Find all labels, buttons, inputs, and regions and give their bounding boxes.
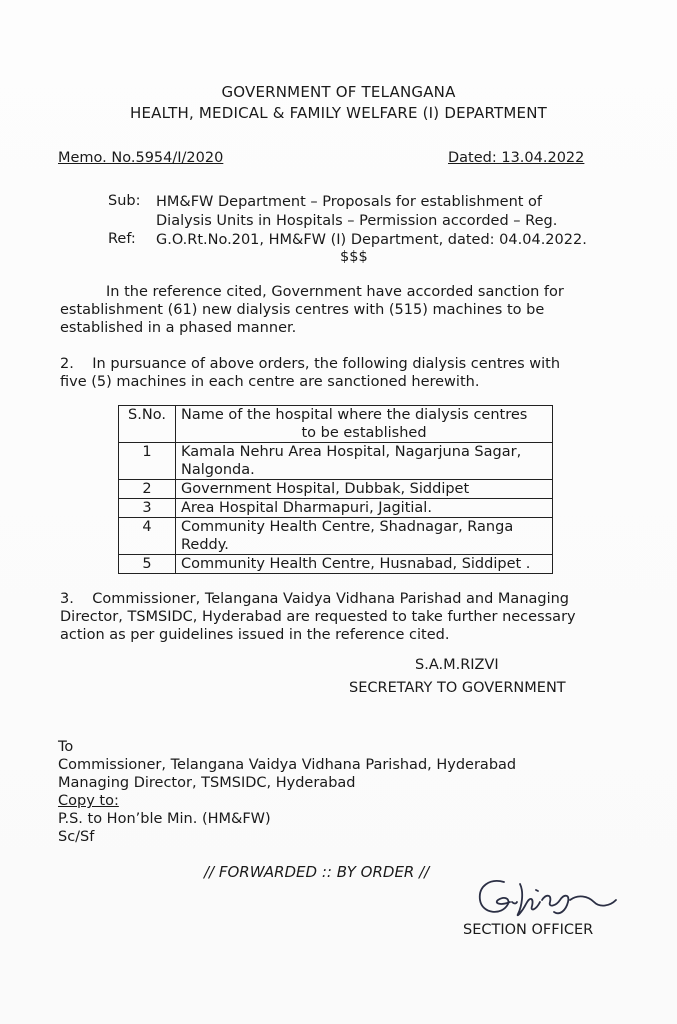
subject-text-line-1: HM&FW Department – Proposals for establishment of <box>156 194 543 210</box>
header-line-2: HEALTH, MEDICAL & FAMILY WELFARE (I) DEPARTMENT <box>130 104 547 122</box>
paragraph-1-line-1: In the reference cited, Government have accorded sanction for <box>106 284 564 300</box>
separator: $$$ <box>340 249 368 265</box>
subject-label: Sub: <box>108 193 141 209</box>
row-sno: 4 <box>119 518 176 555</box>
row-hospital: Government Hospital, Dubbak, Siddipet <box>176 480 553 499</box>
header-hospital-name-line-2: to be established <box>301 425 427 441</box>
table-row <box>119 555 553 574</box>
copy-to-2: Sc/Sf <box>58 829 95 845</box>
copy-to-1: P.S. to Hon’ble Min. (HM&FW) <box>58 811 271 827</box>
hospital-table <box>118 405 553 574</box>
header-line-1: GOVERNMENT OF TELANGANA <box>221 83 456 101</box>
paragraph-2-line-1: 2. In pursuance of above orders, the following dialysis centres with <box>60 356 561 372</box>
table-row <box>119 480 553 499</box>
row-hospital <box>176 443 553 480</box>
table-row <box>119 499 553 518</box>
table-row <box>119 518 553 555</box>
header-sno: S.No. <box>119 406 176 443</box>
row-hospital: Area Hospital Dharmapuri, Jagitial. <box>176 499 553 518</box>
paragraph-2-line-2: five (5) machines in each centre are sanctioned herewith. <box>60 374 480 390</box>
memo-number: Memo. No.5954/I/2020 <box>58 150 224 166</box>
row-sno: 5 <box>119 555 176 574</box>
paragraph-1-line-3: established in a phased manner. <box>60 320 297 336</box>
row-hospital-line-2: Nalgonda. <box>181 462 255 478</box>
reference-label: Ref: <box>108 231 136 247</box>
to-label: To <box>58 739 74 755</box>
reference-text: G.O.Rt.No.201, HM&FW (I) Department, dated: 04.04.2022. <box>156 232 587 248</box>
table-header-row <box>119 406 553 443</box>
to-addressee-1: Commissioner, Telangana Vaidya Vidhana Parishad, Hyderabad <box>58 757 517 773</box>
memo-date: Dated: 13.04.2022 <box>448 150 585 166</box>
row-hospital <box>176 518 553 555</box>
row-hospital-line-1: Community Health Centre, Shadnagar, Ranga <box>181 519 514 535</box>
signatory-name: S.A.M.RIZVI <box>415 657 499 673</box>
row-hospital: Community Health Centre, Husnabad, Siddipet . <box>176 555 553 574</box>
paragraph-3-line-3: action as per guidelines issued in the reference cited. <box>60 627 450 643</box>
row-sno: 2 <box>119 480 176 499</box>
paragraph-1-line-2: establishment (61) new dialysis centres with (515) machines to be <box>60 302 545 318</box>
to-addressee-2: Managing Director, TSMSIDC, Hyderabad <box>58 775 356 791</box>
signatory-title: SECRETARY TO GOVERNMENT <box>349 680 566 696</box>
row-hospital-line-2: Reddy. <box>181 537 229 553</box>
forwarded-by-order: // FORWARDED :: BY ORDER // <box>204 863 430 881</box>
header-hospital-name <box>176 406 553 443</box>
section-officer-title: SECTION OFFICER <box>463 922 594 938</box>
paragraph-3-line-2: Director, TSMSIDC, Hyderabad are requested to take further necessary <box>60 609 576 625</box>
subject-text-line-2: Dialysis Units in Hospitals – Permission accorded – Reg. <box>156 213 558 229</box>
header-hospital-name-line-1: Name of the hospital where the dialysis centres <box>181 407 528 423</box>
row-sno: 3 <box>119 499 176 518</box>
table-row <box>119 443 553 480</box>
row-sno: 1 <box>119 443 176 480</box>
copy-to-label: Copy to: <box>58 793 119 809</box>
row-hospital-line-1: Kamala Nehru Area Hospital, Nagarjuna Sagar, <box>181 444 522 460</box>
paragraph-3-line-1: 3. Commissioner, Telangana Vaidya Vidhana Parishad and Managing <box>60 591 570 607</box>
